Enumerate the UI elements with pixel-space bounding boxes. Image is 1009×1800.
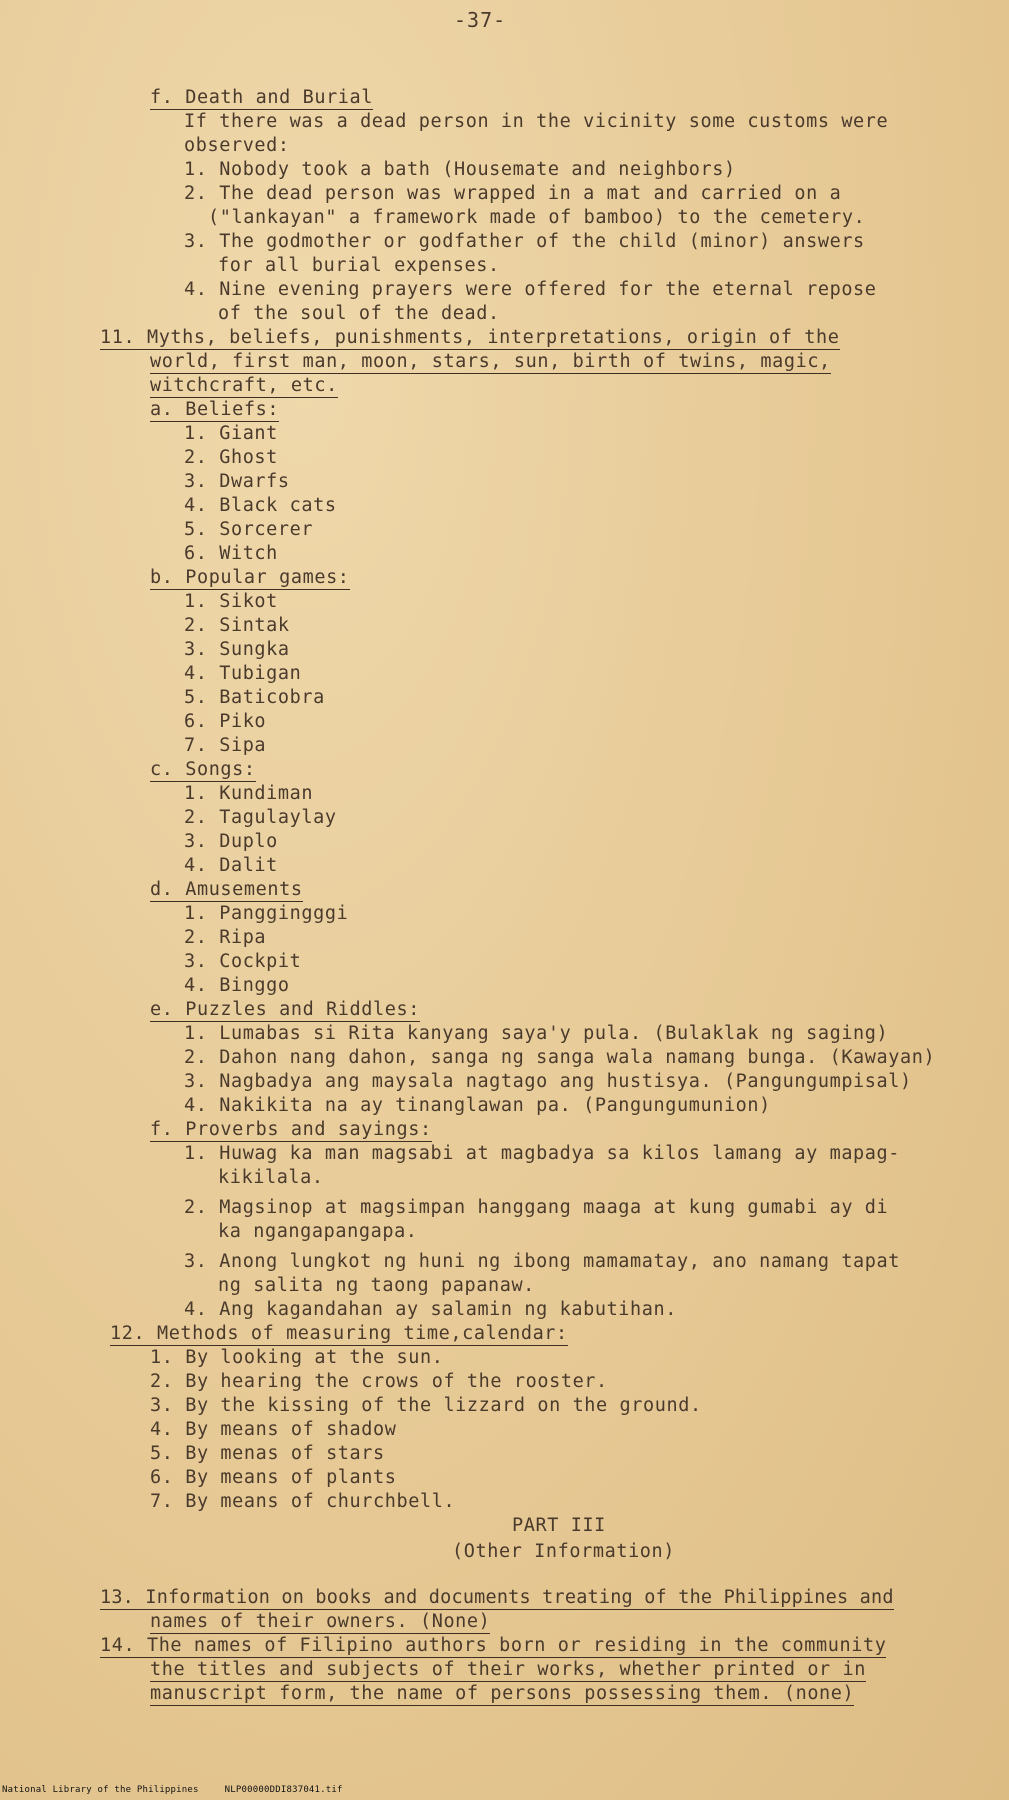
list-item: 4. Ang kagandahan ay salamin ng kabutihan. xyxy=(184,1299,677,1320)
list-item: 3. Anong lungkot ng huni ng ibong mamamatay, ano namang tapat xyxy=(184,1251,901,1272)
list-item: 7. Sipa xyxy=(184,735,267,756)
list-item: 1. Giant xyxy=(184,423,278,444)
list-item: 4. Binggo xyxy=(184,975,290,996)
list-item: 3. Duplo xyxy=(184,831,278,852)
list-item: 7. By means of churchbell. xyxy=(150,1491,456,1512)
puzzles-heading: e. Puzzles and Riddles: xyxy=(150,999,420,1020)
section-14-text: 14. The names of Filipino authors born or residing in the community xyxy=(100,1635,887,1656)
list-item: 3. The godmother or godfather of the child (minor) answers xyxy=(184,231,865,252)
list-item: 5. By menas of stars xyxy=(150,1443,385,1464)
list-item: 3. Dwarfs xyxy=(184,471,290,492)
footer-library: National Library of the Philippines xyxy=(2,1785,199,1795)
list-item: of the soul of the dead. xyxy=(218,303,500,324)
list-item: 2. Magsinop at magsimpan hanggang maaga at kung gumabi ay di xyxy=(184,1197,889,1218)
list-item: 1. Panggingggi xyxy=(184,903,349,924)
proverbs-heading: f. Proverbs and sayings: xyxy=(150,1119,432,1140)
list-item: 1. Kundiman xyxy=(184,783,314,804)
list-item: 3. Nagbadya ang maysala nagtago ang hustisya. (Pangungumpisal) xyxy=(184,1071,912,1092)
list-item: 1. By looking at the sun. xyxy=(150,1347,444,1368)
section-13-text: 13. Information on books and documents treating of the Philippines and xyxy=(100,1587,894,1608)
section-11-title: witchcraft, etc. xyxy=(150,375,338,396)
list-item: 2. Ripa xyxy=(184,927,267,948)
list-item: for all burial expenses. xyxy=(218,255,500,276)
beliefs-heading: a. Beliefs: xyxy=(150,399,280,420)
list-item: 5. Baticobra xyxy=(184,687,325,708)
list-item: 2. By hearing the crows of the rooster. xyxy=(150,1371,608,1392)
list-item: 6. Piko xyxy=(184,711,267,732)
list-item: 5. Sorcerer xyxy=(184,519,314,540)
section-14-text: the titles and subjects of their works, whether printed or in xyxy=(150,1659,867,1680)
list-item: 3. Cockpit xyxy=(184,951,302,972)
list-item: 6. By means of plants xyxy=(150,1467,397,1488)
list-item: ("lankayan" a framework made of bamboo) to the cemetery. xyxy=(208,207,866,228)
list-item: 4. Dalit xyxy=(184,855,278,876)
list-item: 4. Black cats xyxy=(184,495,337,516)
list-item: 2. The dead person was wrapped in a mat and carried on a xyxy=(184,183,842,204)
part-subtitle: (Other Information) xyxy=(452,1541,676,1562)
section-11-title: 11. Myths, beliefs, punishments, interpretations, origin of the xyxy=(100,327,840,348)
amusements-heading: d. Amusements xyxy=(150,879,303,900)
songs-heading: c. Songs: xyxy=(150,759,256,780)
death-burial-intro: If there was a dead person in the vicinity some customs were xyxy=(184,111,889,132)
games-heading: b. Popular games: xyxy=(150,567,350,588)
scan-footer xyxy=(2,1785,343,1795)
footer-file-id: NLP00000DDI837041.tif xyxy=(224,1785,343,1795)
death-burial-intro: observed: xyxy=(184,135,290,156)
list-item: 4. Nine evening prayers were offered for the eternal repose xyxy=(184,279,877,300)
list-item: 3. By the kissing of the lizzard on the ground. xyxy=(150,1395,702,1416)
section-13-text: names of their owners. (None) xyxy=(150,1611,491,1632)
list-item: 3. Sungka xyxy=(184,639,290,660)
page-number: -37- xyxy=(454,8,507,32)
list-item: ng salita ng taong papanaw. xyxy=(218,1275,535,1296)
list-item: 1. Lumabas si Rita kanyang saya'y pula. (Bulaklak ng saging) xyxy=(184,1023,889,1044)
section-12-heading: 12. Methods of measuring time,calendar: xyxy=(110,1323,568,1344)
list-item: 1. Huwag ka man magsabi at magbadya sa kilos lamang ay mapag- xyxy=(184,1143,901,1164)
list-item: 2. Sintak xyxy=(184,615,290,636)
list-item: 2. Ghost xyxy=(184,447,278,468)
list-item: 2. Dahon nang dahon, sanga ng sanga wala namang bunga. (Kawayan) xyxy=(184,1047,936,1068)
list-item: 2. Tagulaylay xyxy=(184,807,337,828)
list-item: 1. Nobody took a bath (Housemate and neighbors) xyxy=(184,159,736,180)
list-item: 1. Sikot xyxy=(184,591,278,612)
list-item: 4. Nakikita na ay tinanglawan pa. (Pangungumunion) xyxy=(184,1095,771,1116)
death-burial-heading: f. Death and Burial xyxy=(150,87,374,108)
list-item: ka ngangapangapa. xyxy=(218,1221,418,1242)
section-11-title: world, first man, moon, stars, sun, birth of twins, magic, xyxy=(150,351,831,372)
list-item: 4. By means of shadow xyxy=(150,1419,397,1440)
list-item: 4. Tubigan xyxy=(184,663,302,684)
list-item: kikilala. xyxy=(218,1167,324,1188)
section-14-text: manuscript form, the name of persons possessing them. (none) xyxy=(150,1683,855,1704)
list-item: 6. Witch xyxy=(184,543,278,564)
part-title: PART III xyxy=(512,1515,606,1536)
